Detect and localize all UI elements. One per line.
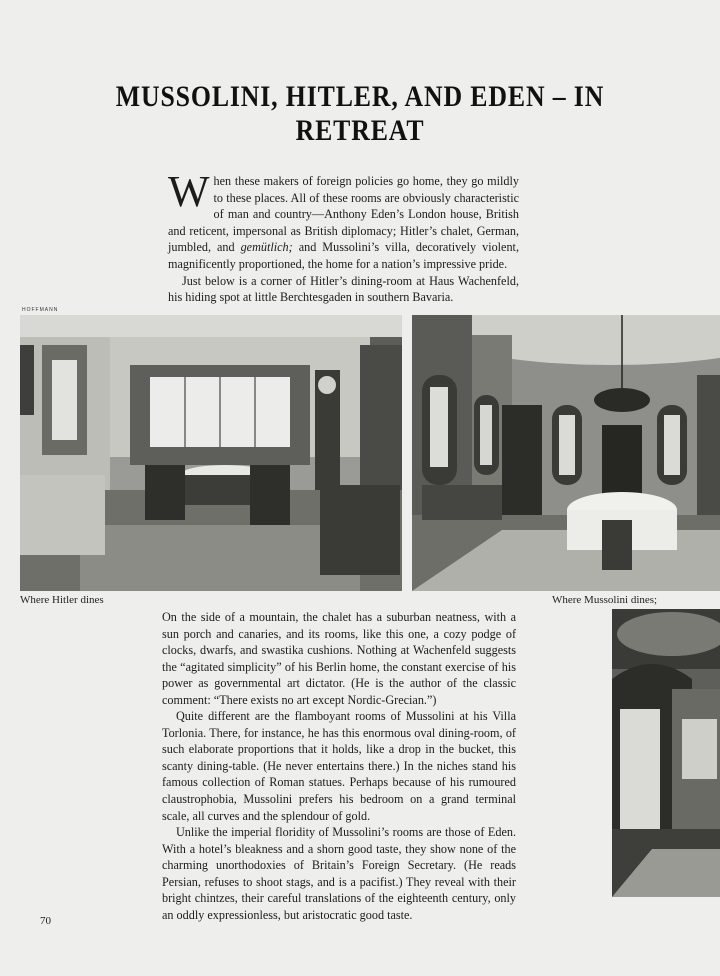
photo-credit: HOFFMANN	[22, 307, 59, 313]
drop-cap: W	[168, 167, 210, 216]
body-paragraph-2: Quite different are the flamboyant rooms of Mussolini at his Villa Torlonia. There, for instance, he has this enormous oval dining-room, of such elaborate proportions that it holds, like a drop in the bucket, this scanty dining-table. (He never entertains there.) In the niches stand his famous collection of Roman statues. Perhaps because of his rumoured claustrophobia, Mussolini prefers his bedroom on a grand terminal scale, all curves and the splendour of gold.	[162, 709, 516, 823]
body-paragraph-3: Unlike the imperial floridity of Mussolini’s rooms are those of Eden. With a hotel’s bleakness and a shorn good taste, they show none of the charming unorthodoxies of Britain’s Foreign Secretary. (He reads Persian, refuses to shoot stags, and is a pacifist.) They reveal with their bright chintzes, their careful translations of the eighteenth century, only an oddly expressionless, but aristocratic good taste.	[162, 825, 516, 922]
hitler-dining-room-photo	[20, 315, 402, 591]
caption-hitler: Where Hitler dines	[20, 594, 104, 606]
page-number: 70	[40, 915, 51, 927]
intro-paragraph-1-text: hen these makers of foreign policies go home, they go mildly to these places. All of these rooms are obviously characteristic of man and country—Anthony Eden’s London house, British and reticent, impersonal as British diplomacy; Hitler’s chalet, German, jumbled, and gemütlich; and Mussolini’s villa, decoratively violent, magnificently proportioned, the home for a nation’s impressive pride.	[168, 174, 519, 271]
caption-mussolini: Where Mussolini dines;	[552, 594, 658, 606]
mussolini-bedroom-photo	[612, 609, 720, 897]
body-text	[162, 609, 516, 923]
mussolini-photo-illustration	[412, 315, 720, 591]
bedroom-photo-illustration	[612, 609, 720, 897]
hitler-photo-illustration	[20, 315, 402, 591]
intro-text	[168, 167, 519, 306]
article-headline: MUSSOLINI, HITLER, AND EDEN – IN RETREAT	[115, 80, 605, 147]
intro-paragraph-2: Just below is a corner of Hitler’s dining-room at Haus Wachenfeld, his hiding spot at little Berchtesgaden in southern Bavaria.	[168, 273, 519, 305]
mussolini-dining-room-photo	[412, 315, 720, 591]
body-paragraph-1: On the side of a mountain, the chalet has a suburban neatness, with a sun porch and canaries, and its rooms, like this one, a cozy podge of clocks, dwarfs, and swastika cushions. Nothing at Wachenfeld suggests the “agitated simplicity” of his Berlin home, the constant exercise of his power as governmental art dictator. (He is the author of the classic comment: “There exists no art except Nordic-Grecian.”)	[162, 610, 516, 707]
intro-paragraph-1	[168, 167, 519, 273]
